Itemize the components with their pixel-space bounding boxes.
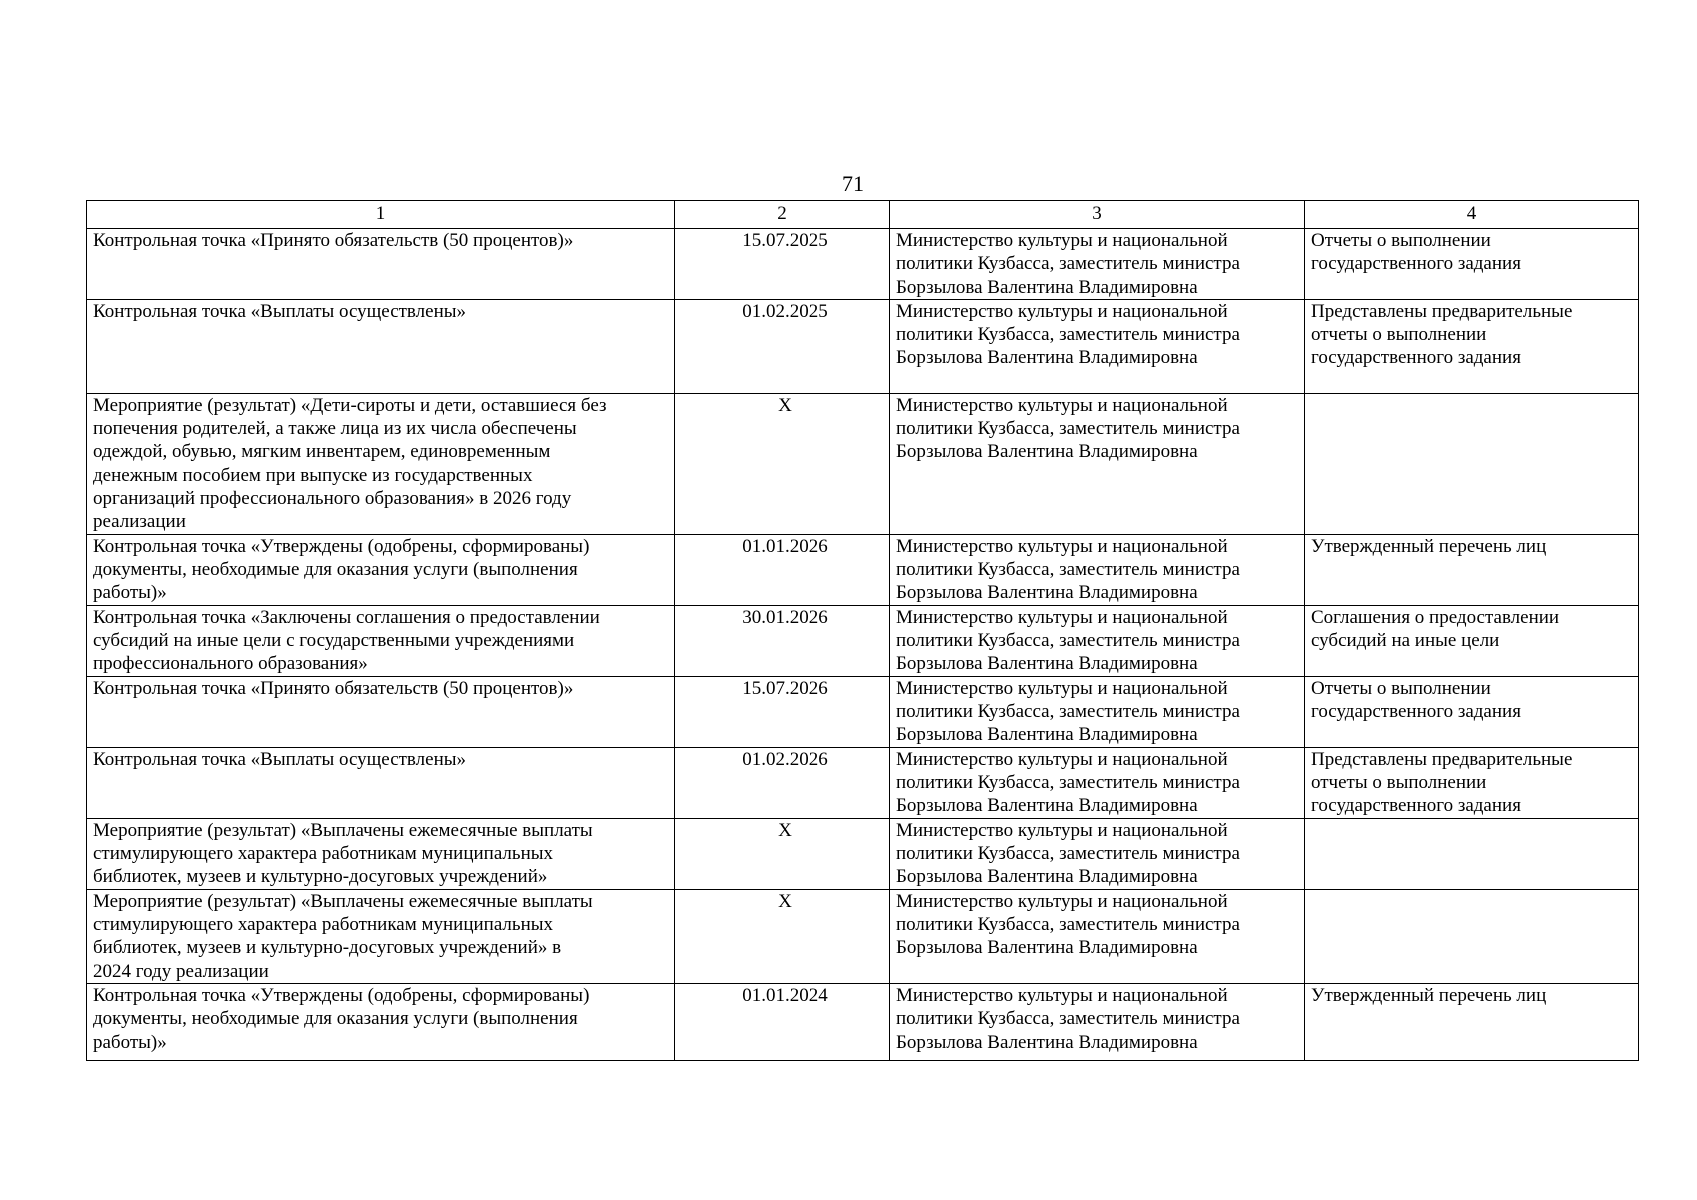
cell-description <box>87 889 675 983</box>
cell-date <box>675 984 890 1061</box>
cell-result-text: Представлены предварительные отчеты о выполнении государственного задания <box>1311 748 1573 817</box>
cell-responsible-text: Министерство культуры и национальной политики Кузбасса, заместитель министра Борзылова Валентина Владимировна <box>896 819 1240 888</box>
cell-result-text: Утвержденный перечень лиц <box>1311 535 1547 557</box>
cell-description-text: Контрольная точка «Выплаты осуществлены» <box>93 748 467 770</box>
cell-responsible <box>890 676 1305 747</box>
cell-result <box>1305 605 1639 676</box>
cell-result <box>1305 747 1639 818</box>
cell-result-text: Соглашения о предоставлении субсидий на иные цели <box>1311 606 1560 652</box>
cell-result-text: Представлены предварительные отчеты о выполнении государственного задания <box>1311 300 1573 369</box>
document-table <box>86 200 1639 1061</box>
cell-date <box>675 818 890 889</box>
cell-responsible-text: Министерство культуры и национальной политики Кузбасса, заместитель министра Борзылова Валентина Владимировна <box>896 606 1240 675</box>
cell-description-text: Контрольная точка «Утверждены (одобрены, сформированы) документы, необходимые для оказания услуги (выполнения работы)» <box>93 985 590 1053</box>
cell-description <box>87 534 675 605</box>
cell-description <box>87 676 675 747</box>
cell-result <box>1305 818 1639 889</box>
cell-responsible <box>890 299 1305 393</box>
cell-result-text: Отчеты о выполнении государственного задания <box>1311 677 1521 723</box>
table-row <box>87 676 1639 747</box>
cell-responsible-text: Министерство культуры и национальной политики Кузбасса, заместитель министра Борзылова Валентина Владимировна <box>896 677 1240 746</box>
table-row <box>87 393 1639 534</box>
cell-responsible <box>890 984 1305 1061</box>
cell-date <box>675 393 890 534</box>
cell-responsible-text: Министерство культуры и национальной политики Кузбасса, заместитель министра Борзылова Валентина Владимировна <box>896 748 1240 817</box>
cell-result <box>1305 676 1639 747</box>
column-header: 1 <box>87 201 675 229</box>
cell-date <box>675 889 890 983</box>
cell-description <box>87 747 675 818</box>
cell-result <box>1305 534 1639 605</box>
cell-responsible-text: Министерство культуры и национальной политики Кузбасса, заместитель министра Борзылова Валентина Владимировна <box>896 230 1240 298</box>
cell-responsible <box>890 818 1305 889</box>
cell-description-text: Мероприятие (результат) «Дети-сироты и дети, оставшиеся без попечения родителей, а также лица из их числа обеспечены одеждой, обувью, мягким инвентарем, единовременным денежным пособием при выпуске из государственных организаций профессионального образования» в 2026 году реализации <box>93 394 607 533</box>
column-header: 2 <box>675 201 890 229</box>
table-row <box>87 299 1639 393</box>
cell-result <box>1305 393 1639 534</box>
cell-responsible <box>890 747 1305 818</box>
cell-date-text: 30.01.2026 <box>742 606 828 628</box>
cell-description-text: Контрольная точка «Принято обязательств (50 процентов)» <box>93 230 574 251</box>
cell-description-text: Контрольная точка «Утверждены (одобрены, сформированы) документы, необходимые для оказания услуги (выполнения работы)» <box>93 535 590 604</box>
cell-description-text: Мероприятие (результат) «Выплачены ежемесячные выплаты стимулирующего характера работникам муниципальных библиотек, музеев и культурно-досуговых учреждений» в 2024 году реализации <box>93 890 593 982</box>
cell-result-text: Утвержденный перечень лиц <box>1311 985 1547 1007</box>
cell-description <box>87 393 675 534</box>
cell-description-text: Контрольная точка «Выплаты осуществлены» <box>93 300 467 322</box>
table-row <box>87 229 1639 300</box>
cell-description <box>87 605 675 676</box>
cell-description-text: Мероприятие (результат) «Выплачены ежемесячные выплаты стимулирующего характера работникам муниципальных библиотек, музеев и культурно-досуговых учреждений» <box>93 819 593 888</box>
cell-date-text: 01.02.2026 <box>742 748 828 770</box>
cell-responsible-text: Министерство культуры и национальной политики Кузбасса, заместитель министра Борзылова Валентина Владимировна <box>896 890 1240 959</box>
cell-date-text: 01.02.2025 <box>742 300 828 322</box>
cell-description-text: Контрольная точка «Заключены соглашения о предоставлении субсидий на иные цели с государственными учреждениями профессионального образования» <box>93 606 600 675</box>
cell-date-text: 15.07.2025 <box>742 230 828 251</box>
table-row <box>87 534 1639 605</box>
cell-responsible-text: Министерство культуры и национальной политики Кузбасса, заместитель министра Борзылова Валентина Владимировна <box>896 394 1240 463</box>
cell-date-text: X <box>778 890 792 912</box>
table-row <box>87 889 1639 983</box>
cell-responsible-text: Министерство культуры и национальной политики Кузбасса, заместитель министра Борзылова Валентина Владимировна <box>896 985 1240 1053</box>
table-row <box>87 747 1639 818</box>
cell-result <box>1305 984 1639 1061</box>
cell-responsible <box>890 229 1305 300</box>
cell-description <box>87 818 675 889</box>
cell-date <box>675 676 890 747</box>
cell-result <box>1305 889 1639 983</box>
table-body <box>87 229 1639 1061</box>
cell-date-text: 01.01.2026 <box>742 535 828 557</box>
cell-description <box>87 299 675 393</box>
cell-date <box>675 299 890 393</box>
cell-date <box>675 747 890 818</box>
cell-date-text: 01.01.2024 <box>742 985 828 1007</box>
table-header-row <box>87 201 1639 229</box>
cell-responsible <box>890 534 1305 605</box>
cell-responsible-text: Министерство культуры и национальной политики Кузбасса, заместитель министра Борзылова Валентина Владимировна <box>896 535 1240 604</box>
cell-responsible <box>890 393 1305 534</box>
table-row <box>87 984 1639 1061</box>
cell-description <box>87 984 675 1061</box>
column-header: 4 <box>1305 201 1639 229</box>
cell-responsible <box>890 605 1305 676</box>
cell-date <box>675 229 890 300</box>
page-number: 71 <box>842 171 864 196</box>
cell-date <box>675 605 890 676</box>
table-row <box>87 818 1639 889</box>
cell-date-text: X <box>778 394 792 416</box>
table-row <box>87 605 1639 676</box>
cell-date-text: X <box>778 819 792 841</box>
cell-description-text: Контрольная точка «Принято обязательств (50 процентов)» <box>93 677 574 699</box>
cell-description <box>87 229 675 300</box>
cell-responsible-text: Министерство культуры и национальной политики Кузбасса, заместитель министра Борзылова Валентина Владимировна <box>896 300 1240 369</box>
cell-responsible <box>890 889 1305 983</box>
cell-result <box>1305 229 1639 300</box>
cell-date-text: 15.07.2026 <box>742 677 828 699</box>
cell-date <box>675 534 890 605</box>
column-header: 3 <box>890 201 1305 229</box>
cell-result <box>1305 299 1639 393</box>
cell-result-text: Отчеты о выполнении государственного задания <box>1311 230 1521 275</box>
